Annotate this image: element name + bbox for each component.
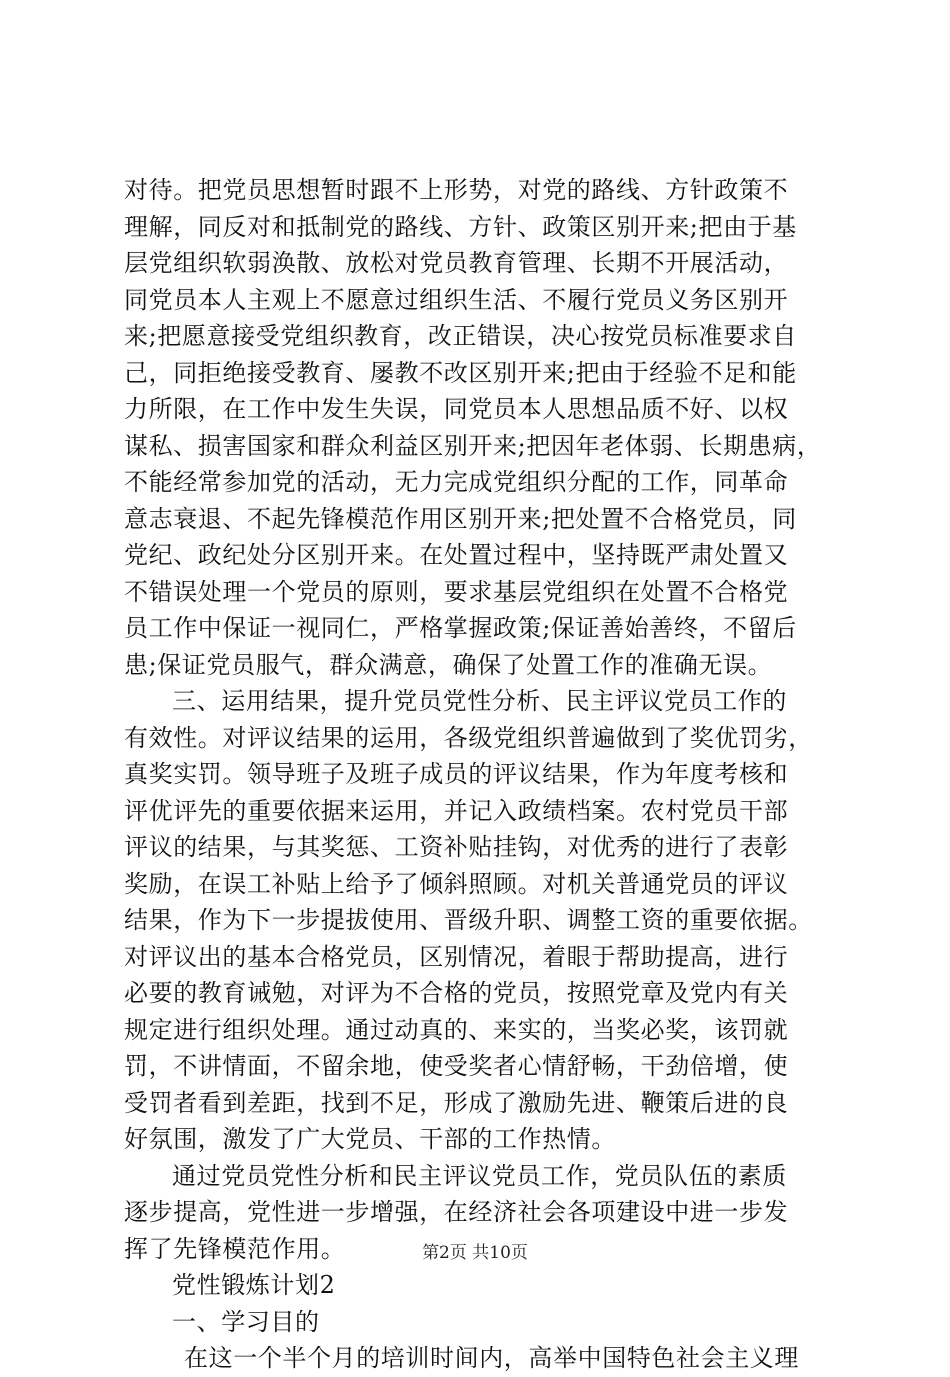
text-line: 层党组织软弱涣散、放松对党员教育管理、长期不开展活动， xyxy=(124,249,789,277)
text-line: 对待。把党员思想暂时跟不上形势，对党的路线、方针政策不 xyxy=(124,176,789,204)
text-line: 挥了先锋模范作用。 xyxy=(124,1234,346,1263)
text-line: 同党员本人主观上不愿意过组织生活、不履行党员义务区别开 xyxy=(124,285,789,314)
text-line: 不错误处理一个党员的原则，要求基层党组织在处置不合格党 xyxy=(124,577,789,606)
text-line: 党纪、政纪处分区别开来。在处置过程中，坚持既严肃处置又 xyxy=(124,541,789,569)
text-line: 力所限，在工作中发生失误，同党员本人思想品质不好、以权 xyxy=(124,395,789,423)
paragraph-start-line: 通过党员党性分析和民主评议党员工作，党员队伍的素质 xyxy=(172,1161,787,1190)
text-line: 真奖实罚。领导班子及班子成员的评议结果，作为年度考核和 xyxy=(124,760,789,788)
text-line: 必要的教育诫勉，对评为不合格的党员，按照党章及党内有关 xyxy=(124,979,789,1007)
section-heading-line: 三、运用结果，提升党员党性分析、民主评议党员工作的 xyxy=(172,687,787,715)
text-line: 评议的结果，与其奖惩、工资补贴挂钩，对优秀的进行了表彰 xyxy=(124,833,789,861)
text-line: 有效性。对评议结果的运用，各级党组织普遍做到了奖优罚劣， xyxy=(124,723,813,752)
text-line: 不能经常参加党的活动，无力完成党组织分配的工作，同革命 xyxy=(124,468,789,496)
text-line: 员工作中保证一视同仁，严格掌握政策;保证善始善终，不留后 xyxy=(124,614,797,642)
text-line: 意志衰退、不起先锋模范作用区别开来;把处置不合格党员，同 xyxy=(124,504,797,533)
text-line: 评优评先的重要依据来运用，并记入政绩档案。农村党员干部 xyxy=(124,796,789,825)
text-line: 逐步提高，党性进一步增强，在经济社会各项建设中进一步发 xyxy=(124,1198,789,1226)
text-line: 患;保证党员服气，群众满意，确保了处置工作的准确无误。 xyxy=(124,650,773,679)
subsection-heading-line: 一、学习目的 xyxy=(172,1307,320,1336)
text-line: 规定进行组织处理。通过动真的、来实的，当奖必奖，该罚就 xyxy=(124,1015,789,1044)
page-footer: 第2页 共10页 xyxy=(422,1243,528,1263)
paragraph-start-line: 在这一个半个月的培训时间内，高举中国特色社会主义理 xyxy=(184,1344,799,1372)
text-line: 理解，同反对和抵制党的路线、方针、政策区别开来;把由于基 xyxy=(124,212,797,241)
text-line: 好氛围，激发了广大党员、干部的工作热情。 xyxy=(124,1125,616,1153)
text-line: 奖励，在误工补贴上给予了倾斜照顾。对机关普通党员的评议 xyxy=(124,869,789,898)
document-body xyxy=(124,172,836,1377)
text-line: 结果，作为下一步提拔使用、晋级升职、调整工资的重要依据。 xyxy=(124,906,813,934)
plan-title-line: 党性锻炼计划2 xyxy=(172,1271,336,1299)
text-line: 来;把愿意接受党组织教育，改正错误，决心按党员标准要求自 xyxy=(124,322,797,350)
text-line: 对评议出的基本合格党员，区别情况，着眼于帮助提高，进行 xyxy=(124,942,789,971)
text-line: 罚，不讲情面，不留余地，使受奖者心情舒畅，干劲倍增，使 xyxy=(124,1052,789,1080)
text-line: 谋私、损害国家和群众利益区别开来;把因年老体弱、长期患病， xyxy=(124,431,822,460)
text-line: 受罚者看到差距，找到不足，形成了激励先进、鞭策后进的良 xyxy=(124,1088,789,1117)
text-line: 己，同拒绝接受教育、屡教不改区别开来;把由于经验不足和能 xyxy=(124,358,797,387)
